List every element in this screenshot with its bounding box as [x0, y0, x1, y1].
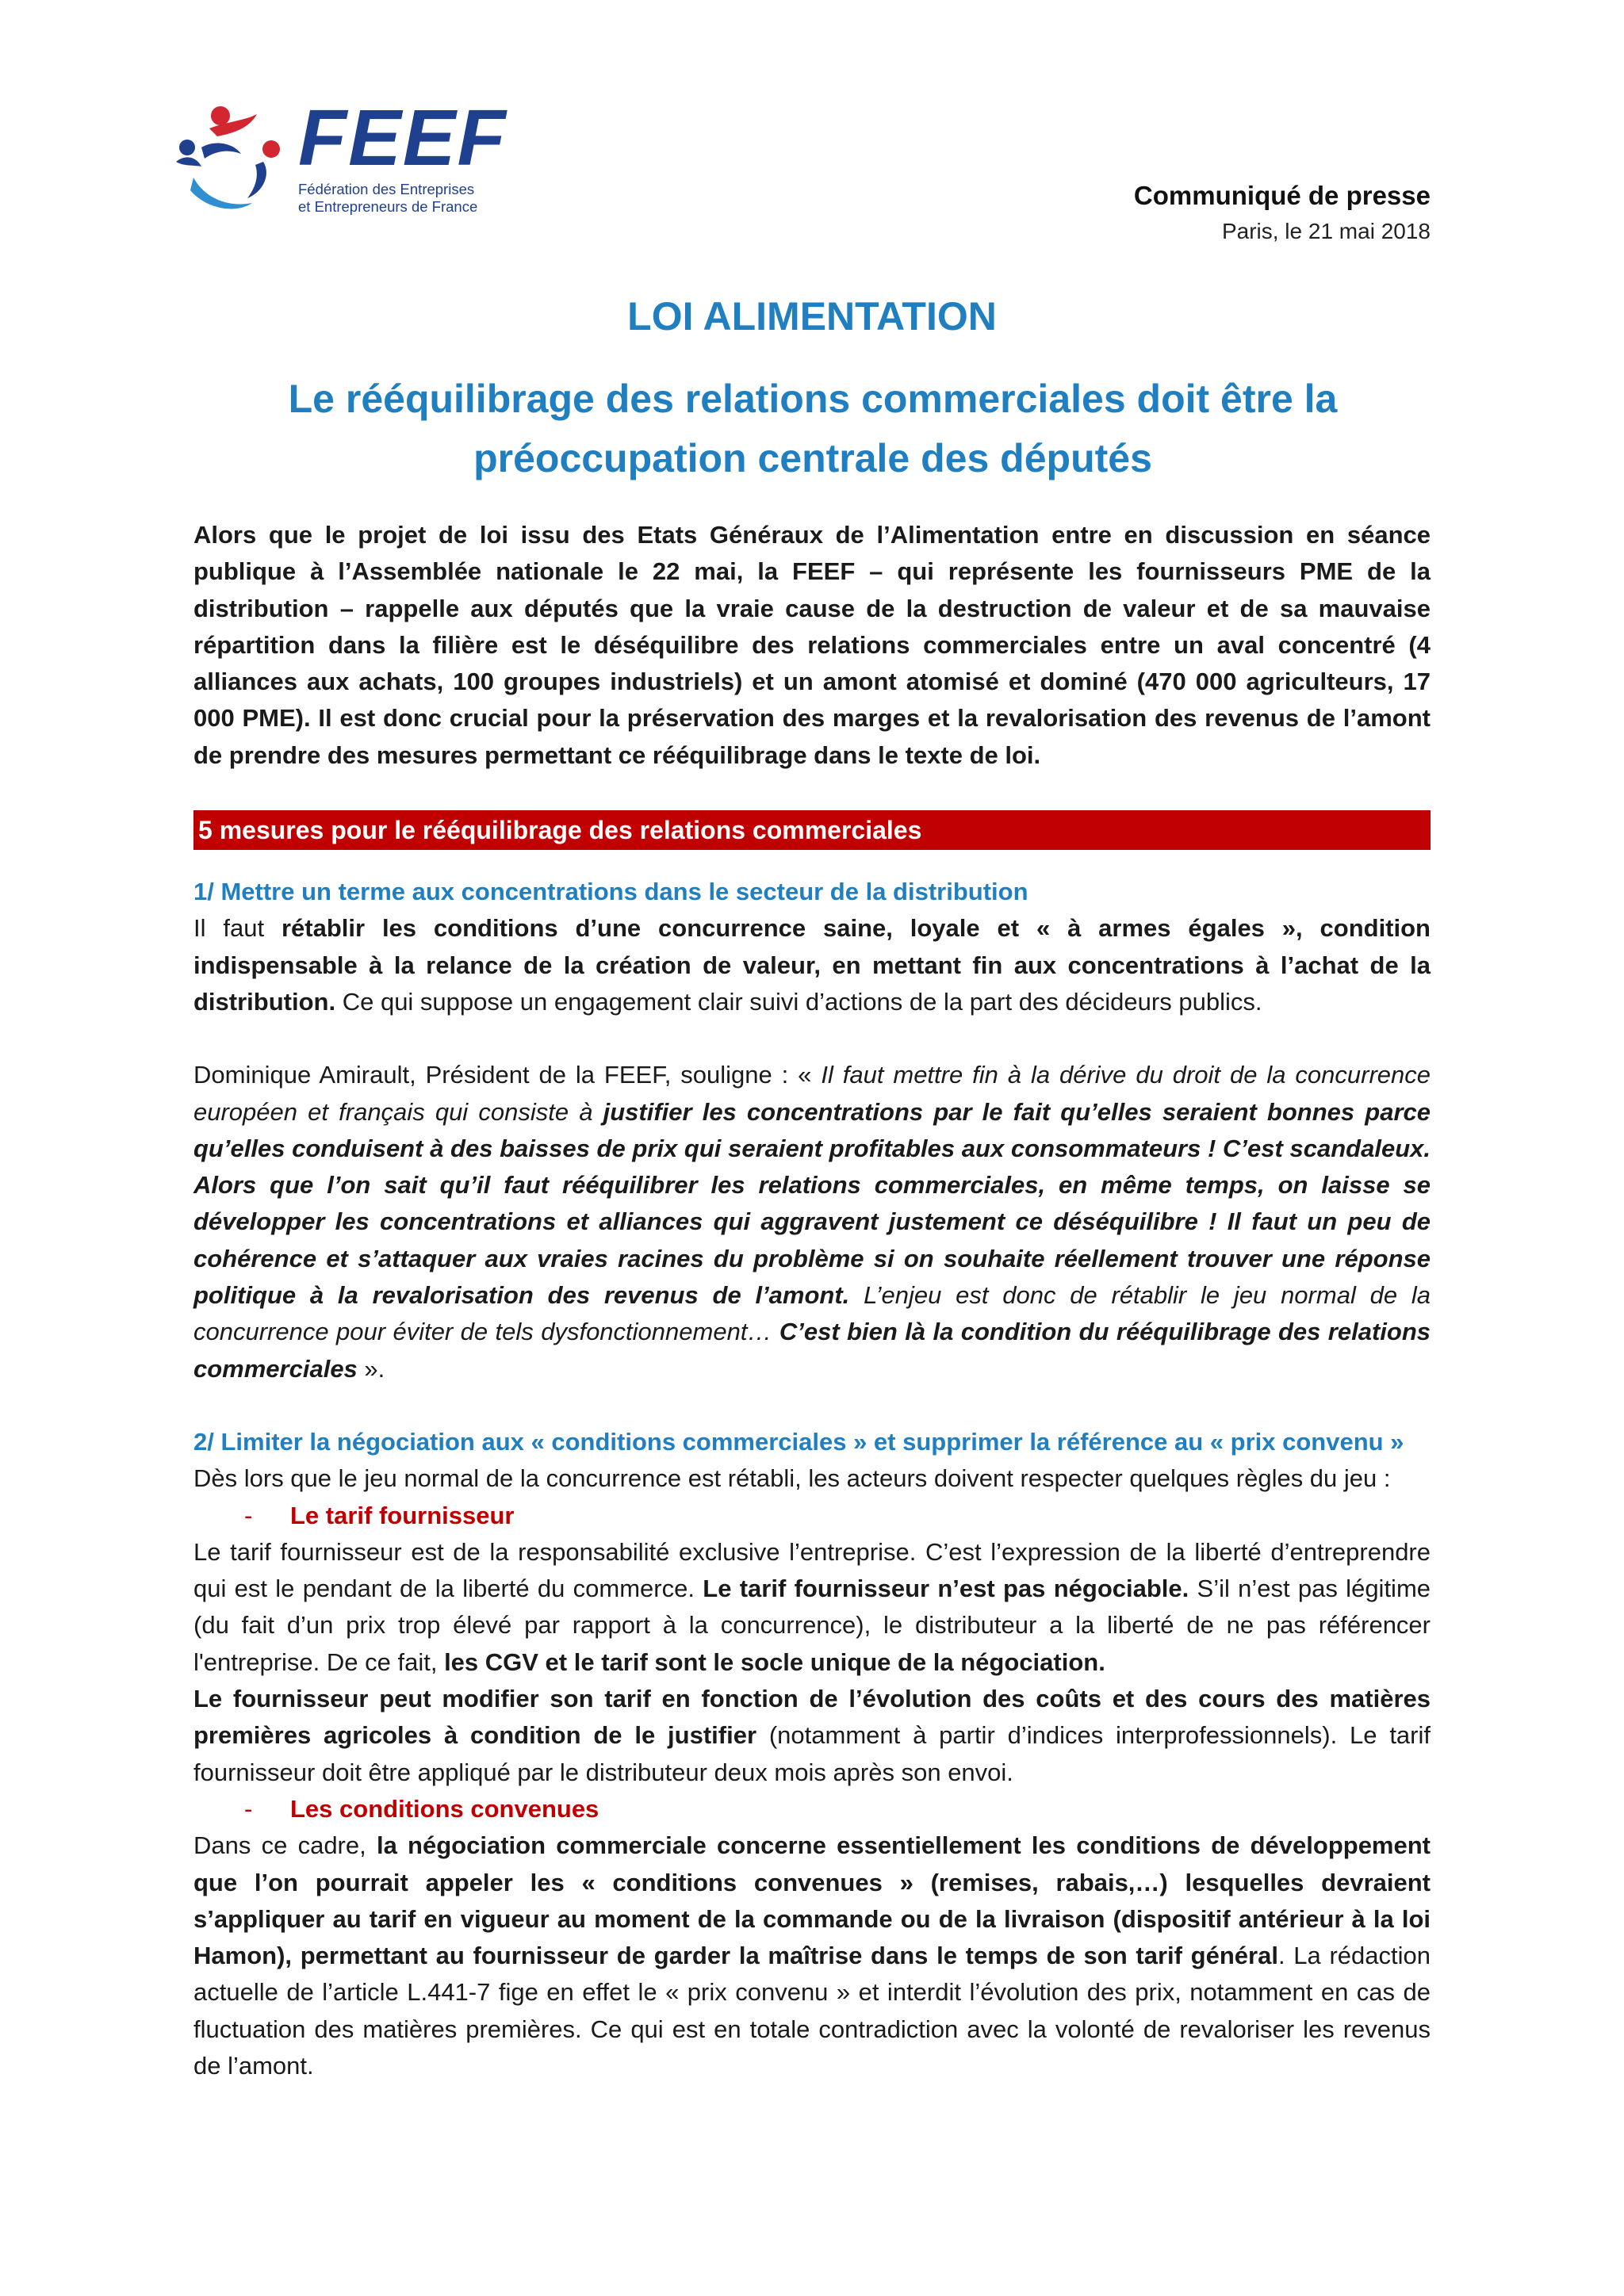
logo-wordmark: FEEF: [298, 94, 508, 182]
bullet-agreed-conditions: - Les conditions convenues: [244, 1794, 599, 1823]
tariff-modification-paragraph: Le fournisseur peut modifier son tarif en fonction de l’évolution des coûts et des cours des matières premières agricoles à condition de le justifier (notamment à partir d’indices interprofessionnels). Le tarif fournisseur doit être appliqué par le distributeur deux mois après son envoi.: [193, 1685, 1431, 1786]
page-subtitle: Le rééquilibrage des relations commerciales doit être la préoccupation centrale des députés: [288, 377, 1338, 480]
press-release-date: Paris, le 21 mai 2018: [1221, 219, 1431, 243]
measure-1-paragraph: Il faut rétablir les conditions d’une concurrence saine, loyale et « à armes égales », condition indispensable à la relance de la création de valeur, en mettant fin aux concentrations à l’achat de la distribution. Ce qui suppose un engagement clair suivi d’actions de la part des décideurs publics.: [193, 914, 1431, 1016]
feef-logo: [170, 94, 508, 217]
measure-2-intro: Dès lors que le jeu normal de la concurrence est rétabli, les acteurs doivent respecter quelques règles du jeu :: [193, 1464, 1391, 1493]
logo-subtitle: [298, 181, 477, 216]
measure-2-heading: 2/ Limiter la négociation aux « conditions commerciales » et supprimer la référence au « prix convenu »: [193, 1427, 1404, 1456]
supplier-tariff-paragraph: Le tarif fournisseur est de la responsabilité exclusive l’entreprise. C’est l’expression de la liberté d’entreprendre qui est le pendant de la liberté du commerce. Le tarif fournisseur n’est pas négociable. S’il n’est pas légitime (du fait d’un prix trop élevé par rapport à la concurrence), le distributeur a la liberté de ne pas référencer l'entreprise. De ce fait, les CGV et le tarif sont le socle unique de la négociation.: [193, 1537, 1431, 1676]
logo-subtitle-line-1: Fédération des Entreprises: [298, 181, 475, 197]
president-quote: Dominique Amirault, Président de la FEEF, souligne : « Il faut mettre fin à la dérive du droit de la concurrence européen et français qui consiste à justifier les concentrations par le fait qu’elles seraient bonnes parce qu’elles conduisent à des baisses de prix qui seraient profitables aux consommateurs ! C’est scandaleux. Alors que l’on sait qu’il faut rééquilibrer les relations commerciales, en même temps, on laisse se développer les concentrations et alliances qui aggravent justement ce déséquilibre ! Il faut un peu de cohérence et s’attaquer aux vraies racines du problème si on souhaite réellement trouver une réponse politique à la revalorisation des revenus de l’amont. L’enjeu est donc de rétablir le jeu normal de la concurrence pour éviter de tels dysfonctionnement… C’est bien là la condition du rééquilibrage des relations commerciales ».: [193, 1061, 1431, 1383]
measure-1-heading: 1/ Mettre un terme aux concentrations dans le secteur de la distribution: [193, 878, 1028, 906]
page-title: LOI ALIMENTATION: [627, 294, 997, 339]
feef-logo-mark-icon: [170, 98, 297, 217]
bullet-supplier-tariff: - Le tarif fournisseur: [244, 1501, 515, 1529]
intro-paragraph: Alors que le projet de loi issu des Etats Généraux de l’Alimentation entre en discussion en séance publique à l’Assemblée nationale le 22 mai, la FEEF – qui représente les fournisseurs PME de la distribution – rappelle aux députés que la vraie cause de la destruction de valeur et de sa mauvaise répartition dans la filière est le déséquilibre des relations commerciales entre un aval concentré (4 alliances aux achats, 100 groupes industriels) et un amont atomisé et dominé (470 000 agriculteurs, 17 000 PME). Il est donc crucial pour la préservation des marges et la revalorisation des revenus de l’amont de prendre des mesures permettant ce rééquilibrage dans le texte de loi.: [193, 521, 1431, 769]
agreed-conditions-paragraph: Dans ce cadre, la négociation commerciale concerne essentiellement les conditions de développement que l’on pourrait appeler les « conditions convenues » (remises, rabais,…) lesquelles devraient s’appliquer au tarif en vigueur au moment de la commande ou de la livraison (dispositif antérieur à la loi Hamon), permettant au fournisseur de garder la maîtrise dans le temps de son tarif général. La rédaction actuelle de l’article L.441-7 fige en effet le « prix convenu » et interdit l’évolution des prix, notamment en cas de fluctuation des matières premières. Ce qui est en totale contradiction avec la volonté de revaloriser les revenus de l’amont.: [193, 1831, 1431, 2080]
document-body: [193, 517, 1431, 2084]
section-banner: 5 mesures pour le rééquilibrage des relations commerciales: [193, 810, 1431, 850]
press-release-label: Communiqué de presse: [1133, 181, 1431, 210]
logo-subtitle-line-2: et Entrepreneurs de France: [298, 198, 478, 216]
